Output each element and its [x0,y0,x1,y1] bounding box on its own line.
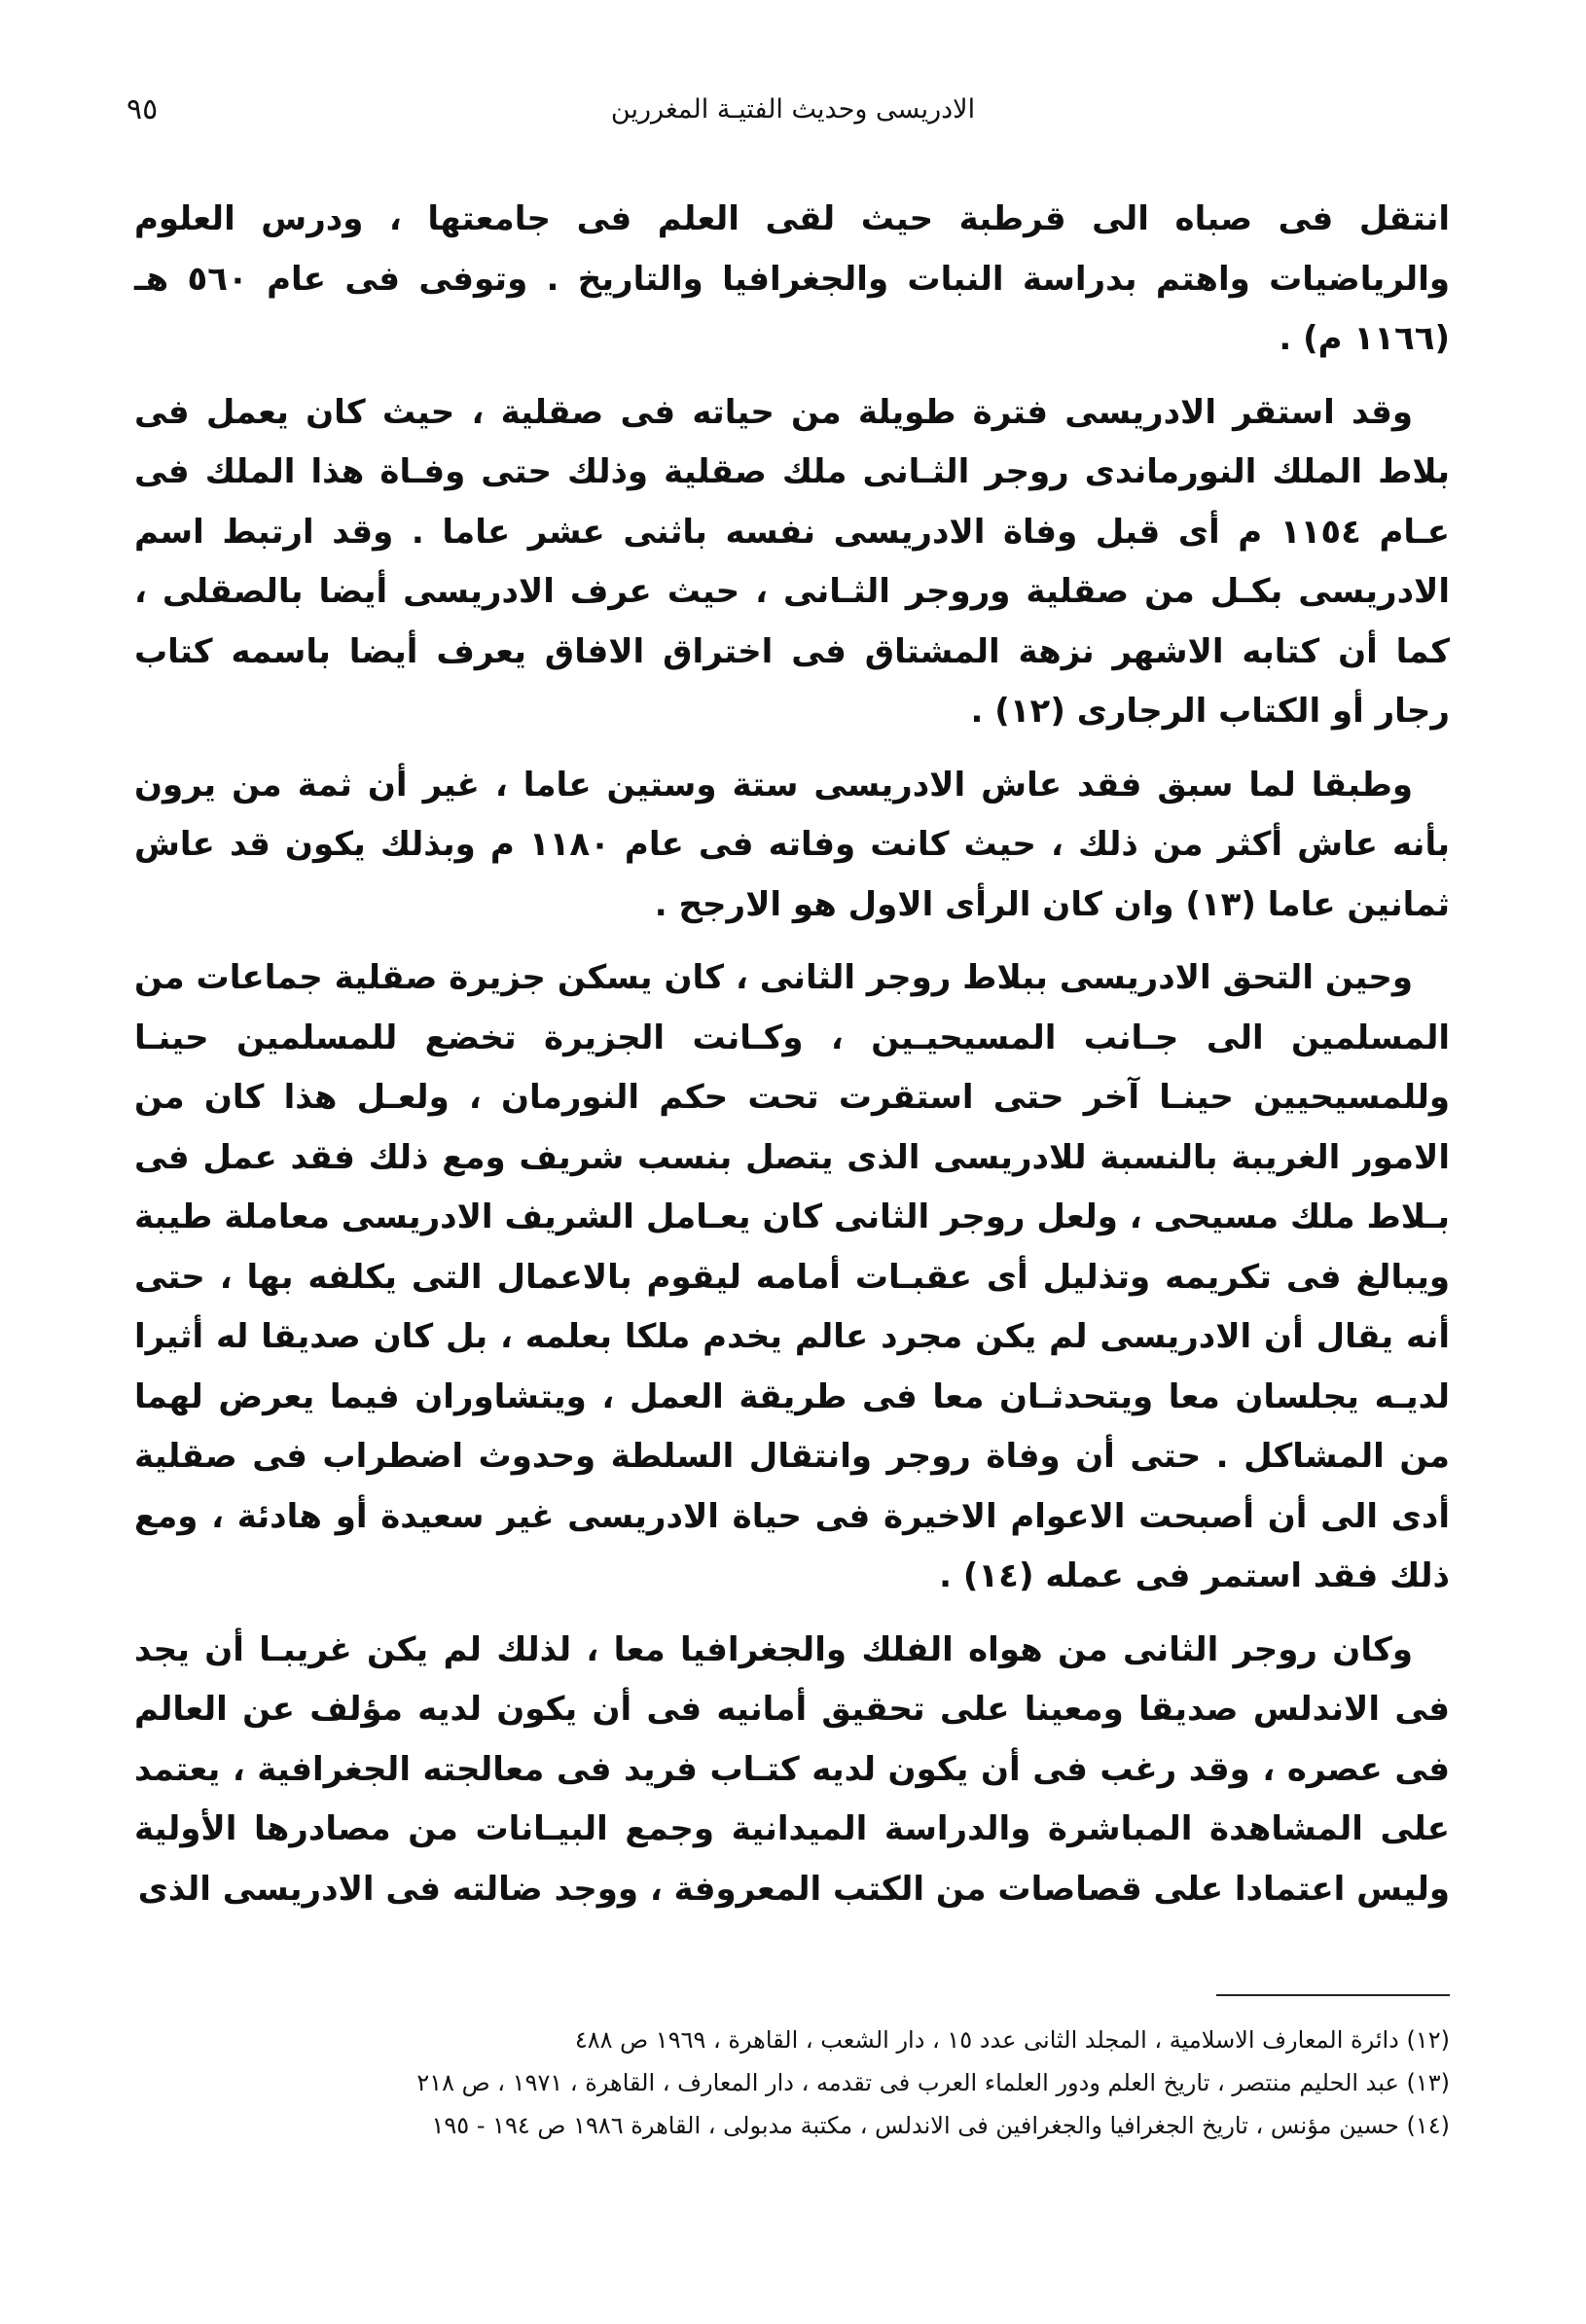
running-title: الادريسى وحديث الفتيـة المغررين [610,94,976,125]
page-number: ٩٥ [126,92,159,126]
footnote-14: (١٤) حسين مؤنس ، تاريخ الجغرافيا والجغرافين فى الاندلس ، مكتبة مدبولى ، القاهرة ١٩٨٦ ص ١٩٤ - ١٩٥ [431,2112,1450,2139]
paragraph-5: وكان روجر الثانى من هواه الفلك والجغرافيا معا ، لذلك لم يكن غريبـا أن يجد فى الاندلس صديقا ومعينا على تحقيق أمانيه فى أن يكون لديه مؤلف عن العالم فى عصره ، وقد رغب فى أن يكون لديه كتـاب فريد فى معالجته الجغرافية ، يعتمد على المشاهدة المباشرة والدراسة الميدانية وجمع البيـانات من مصادرها الأولية وليس اعتمادا على قصاصات من الكتب المعروفة ، ووجد ضالته فى الادريسى الذى [134,1629,1450,1909]
footnote-12: (١٢) دائرة المعارف الاسلامية ، المجلد الثانى عدد ١٥ ، دار الشعب ، القاهرة ، ١٩٦٩ ص ٤٨٨ [574,2026,1450,2054]
paragraph-3: وطبقا لما سبق فقد عاش الادريسى ستة وستين عاما ، غير أن ثمة من يرون بأنه عاش أكثر من ذلك ، حيث كانت وفاته فى عام ١١٨٠ م وبذلك يكون قد عاش ثمانين عاما (١٣) وان كان الرأى الاول هو الارجح . [134,765,1450,924]
footnote-divider [1216,1994,1450,1996]
paragraph-2: وقد استقر الادريسى فترة طويلة من حياته فى صقلية ، حيث كان يعمل فى بلاط الملك النورماندى روجر الثـانى ملك صقلية وذلك حتى وفـاة هذا الملك فى عـام ١١٥٤ م أى قبل وفاة الادريسى نفسه باثنى عشر عاما . وقد ارتبط اسم الادريسى بكـل من صقلية وروجر الثـانى ، حيث عرف الادريسى أيضا بالصقلى ، كما أن كتابه الاشهر نزهة المشتاق فى اختراق الافاق يعرف أيضا باسمه كتاب رجار أو الكتاب الرجارى (١٢) . [134,392,1450,731]
paragraph-4: وحين التحق الادريسى ببلاط روجر الثانى ، كان يسكن جزيرة صقلية جماعات من المسلمين الى جـانب المسيحيـين ، وكـانت الجزيرة تخضع للمسلمين حينـا وللمسيحيين حينـا آخر حتى استقرت تحت حكم النورمان ، ولعـل هذا كان من الامور الغريبة بالنسبة للادريسى الذى يتصل بنسب شريف ومع ذلك فقد عمل فى بـلاط ملك مسيحى ، ولعل روجر الثانى كان يعـامل الشريف الادريسى معاملة طيبة ويبالغ فى تكريمه وتذليل أى عقبـات أمامه ليقوم بالاعمال التى يكلفه بها ، حتى أنه يقال أن الادريسى لم يكن مجرد عالم يخدم ملكا بعلمه ، بل كان صديقا له أثيرا لديـه يجلسان معا ويتحدثـان معا فى طريقة العمل ، ويتشاوران فيما يعرض لهما من المشاكل . حتى أن وفاة روجر وانتقال السلطة وحدوث اضطراب فى صقلية أدى الى أن أصبحت الاعوام الاخيرة فى حياة الادريسى غير سعيدة أو هادئة ، ومع ذلك فقد استمر فى عمله (١٤) . [134,958,1450,1595]
body-text [134,190,1450,1933]
page-header [126,86,1460,134]
footnote-13: (١٣) عبد الحليم منتصر ، تاريخ العلم ودور العلماء العرب فى تقدمه ، دار المعارف ، القاهرة ، ١٩٧١ ، ص ٢١٨ [416,2069,1450,2096]
paragraph-1: انتقل فى صباه الى قرطبة حيث لقى العلم فى جامعتها ، ودرس العلوم والرياضيات واهتم بدراسة النبات والجغرافيا والتاريخ . وتوفى فى عام ٥٦٠ هـ (١١٦٦ م) . [134,199,1450,358]
footnotes [134,2019,1450,2147]
